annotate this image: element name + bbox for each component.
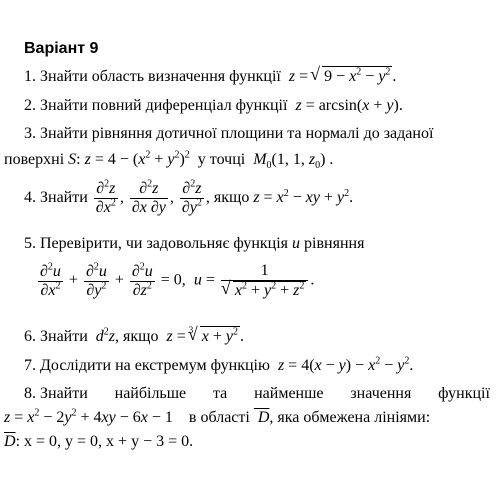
task-8-line2: $z = x^2 - 2y^2 + 4xy - 6x - 1$ в області D, яка обмежена лініями: — [4, 407, 431, 426]
task-3-line2: поверхні S: $z = 4 - (x^2 + y^2)^2$ у точці $M_0(1$, 1, $z_0$) . — [4, 149, 334, 172]
task-1: 1. Знайти область визначення функції z = √ $9 - x^2 - y^2$ . — [24, 66, 396, 87]
task-6: 6. Знайти $d^2z$, якщо z = √ 3 $x + y^2$ . — [24, 326, 244, 347]
task-3-line1: 3. Знайти рівняння дотичної площини та нормалі до заданої — [24, 125, 434, 142]
fraction-d2z-dy2: $\frac{\partial^2z}{\partial y^2}$ — [181, 178, 202, 216]
task-7: 7. Дослідити на екстремум функцію $z = 4(x - y) - x^2 - y^2$. — [24, 355, 414, 374]
task-5-line1: 5. Перевірити, чи задовольняє функція u рівняння — [24, 235, 365, 252]
cube-root-symbol: √ 3 $x + y^2$ — [190, 326, 240, 347]
fraction-d2z-dxdy: $\frac{\partial^2z}{\partial x \partial y}$ — [131, 178, 166, 216]
variant-title: Варіант 9 — [24, 40, 99, 57]
task-5-equation: $\frac{\partial^2u}{\partial x^2}$ + $\frac{\partial^2u}{\partial y^2}$ + $\frac{\partial^2u}{\partial z^2}$ = 0, u = 1 √ $x^2 + y^2 + z^2$ . — [36, 262, 314, 300]
fraction-d2z-dx2: $\frac{\partial^2z}{\partial x^2}$ — [95, 178, 116, 216]
task-4: 4. Знайти $\frac{\partial^2z}{\partial x^2}$ , $\frac{\partial^2z}{\partial x \partial y}$ , $\frac{\partial^2z}{\partial y^2}$ , якщо $z = x^2$ − xy + $y^2$. — [24, 178, 354, 216]
task-8-line3: $\overline{D}$: x = 0, y = 0, x + y − 3 = 0. — [4, 433, 194, 450]
task-2: 2. Знайти повний диференціал функції z = arcsin(x + y). — [24, 97, 403, 114]
sqrt-symbol: √ $9 - x^2 - y^2$ — [312, 66, 392, 87]
task-8-line1: 8. Знайти найбільше та найменше значення функції — [24, 385, 490, 402]
